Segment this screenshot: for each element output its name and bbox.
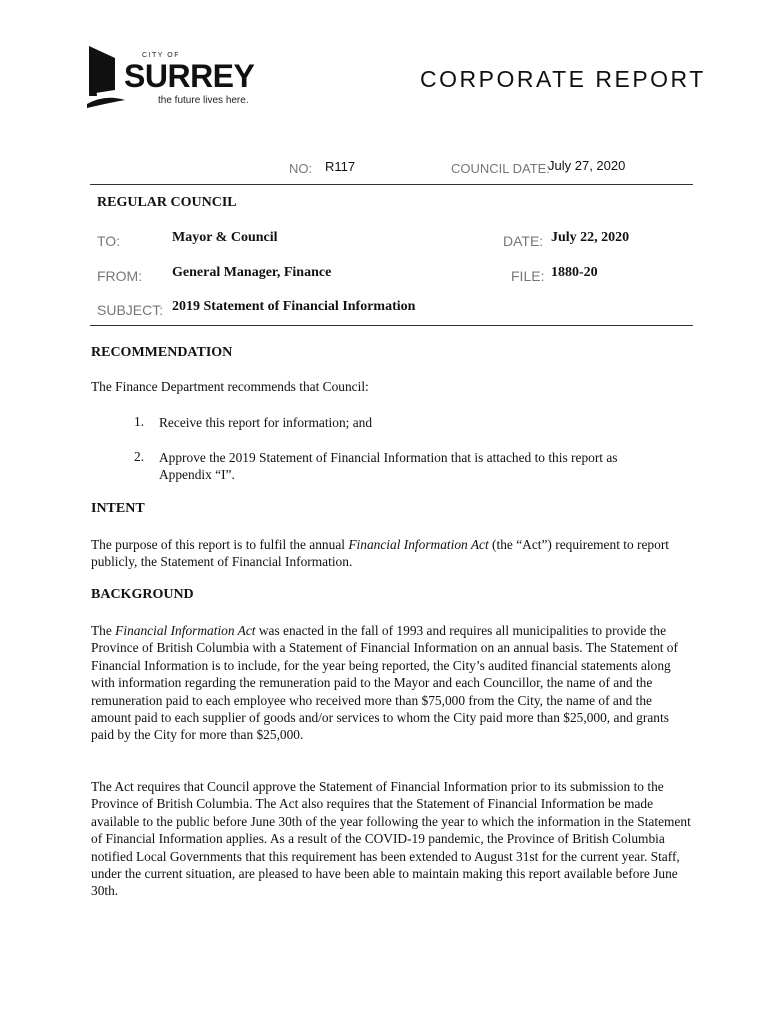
report-number-value: R117 [325, 159, 356, 174]
intent-text-after: (the “Act”) requirement to report publicly, the Statement of Financial Information. [91, 537, 670, 570]
subject-label: SUBJECT: [97, 302, 164, 318]
header-divider-top [90, 184, 693, 185]
logo-city-of: CITY OF [142, 52, 180, 59]
intent-paragraph [91, 536, 691, 571]
report-title: CORPORATE REPORT [420, 66, 706, 92]
subject-value: 2019 Statement of Financial Information [172, 299, 416, 314]
file-label: FILE: [511, 268, 545, 284]
recommendation-item-line: Appendix “I”. [159, 467, 235, 483]
date-value: July 22, 2020 [551, 230, 630, 245]
intent-act-name: Financial Information Act [348, 537, 489, 552]
background-paragraph-1 [91, 622, 691, 744]
intent-heading: INTENT [91, 501, 145, 516]
recommendation-item-number: 1. [134, 414, 145, 429]
recommendation-intro: The Finance Department recommends that Council: [91, 379, 369, 394]
from-label: FROM: [97, 268, 143, 284]
from-value: General Manager, Finance [172, 265, 332, 280]
to-label: TO: [97, 233, 121, 249]
recommendation-item-line: Approve the 2019 Statement of Financial Information that is attached to this report as [159, 450, 618, 465]
background-heading: BACKGROUND [91, 587, 194, 602]
logo-tagline: the future lives here. [158, 95, 249, 106]
recommendation-item-number: 2. [134, 449, 145, 464]
background-text-before: The [91, 623, 116, 638]
to-value: Mayor & Council [172, 230, 278, 245]
date-label: DATE: [503, 233, 544, 249]
council-date-value: July 27, 2020 [548, 158, 626, 173]
logo-name: SURREY [124, 58, 255, 94]
recommendation-item-line: Receive this report for information; and [159, 415, 373, 430]
background-act-name: Financial Information Act [115, 623, 256, 638]
recommendation-item-text [159, 449, 684, 484]
file-value: 1880-20 [551, 265, 598, 280]
recommendation-heading: RECOMMENDATION [91, 345, 233, 360]
intent-text-before: The purpose of this report is to fulfil the annual [91, 537, 349, 552]
report-number-label: NO: [289, 161, 313, 176]
council-date-label: COUNCIL DATE: [451, 161, 550, 176]
recommendation-item-text [159, 414, 684, 431]
city-of-surrey-logo [85, 44, 260, 110]
background-text-after: was enacted in the fall of 1993 and requires all municipalities to provide the Province of British Columbia with a Statement of Financial Information on an annual basis. The Statement of Financial Information is to include, for the year being reported, the City’s audited financial statements along with information regarding the remuneration paid to the Mayor and each Councillor, the name of and the remuneration paid to each employee who received more than $75,000 from the City, the name of and the amount paid to each supplier of goods and/or services to whom the City paid more than $25,000, and grants paid by the City for more than $25,000. [91, 623, 678, 743]
background-paragraph-2: The Act requires that Council approve the Statement of Financial Information prior to its submission to the Province of British Columbia. The Act also requires that the Statement of Financial Information be made available to the public before June 30th of the year following the year to which the information in the Statement of Financial Information applies. As a result of the COVID-19 pandemic, the Province of British Columbia notified Local Governments that this requirement has been extended to August 31st for the current year. Staff, under the current situation, are pleased to have been able to maintain making this report available before June 30th. [91, 779, 691, 899]
council-type: REGULAR COUNCIL [97, 195, 237, 210]
header-divider-bottom [90, 325, 693, 326]
